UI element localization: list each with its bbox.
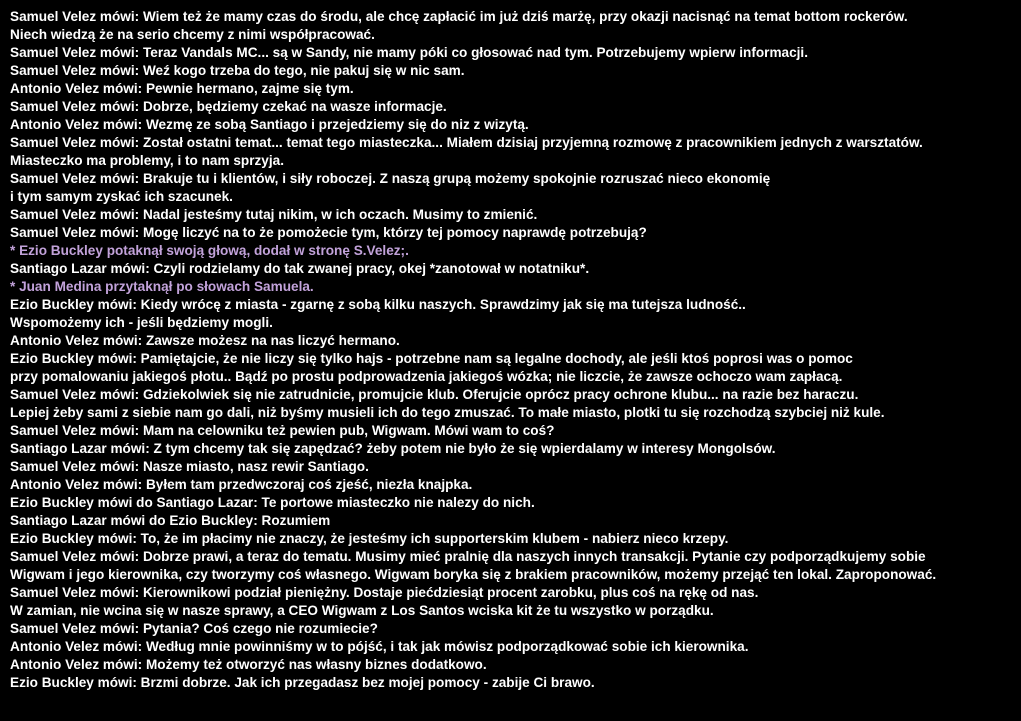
chat-message-line: Lepiej żeby sami z siebie nam go dali, niż byśmy musieli ich do tego zmuszać. To małe miasto, plotki tu się rozchodzą szybciej niż kule. <box>10 405 885 420</box>
chat-message-line: Ezio Buckley mówi: Pamiętajcie, że nie liczy się tylko hajs - potrzebne nam są legalne dochody, ale jeśli ktoś poprosi was o pomoc <box>10 351 853 366</box>
chat-message-line: Niech wiedzą że na serio chcemy z nimi współpracować. <box>10 27 375 42</box>
chat-message-line: Antonio Velez mówi: Byłem tam przedwczoraj coś zjeść, niezła knajpka. <box>10 477 473 492</box>
chat-action-line: * Juan Medina przytaknął po słowach Samuela. <box>10 279 314 294</box>
chat-log <box>10 8 1018 692</box>
chat-message-line: Samuel Velez mówi: Pytania? Coś czego nie rozumiecie? <box>10 621 378 636</box>
chat-message-line: Ezio Buckley mówi: To, że im płacimy nie znaczy, że jesteśmy ich supporterskim klubem - nabierz nieco krzepy. <box>10 531 729 546</box>
chat-message-line: Santiago Lazar mówi do Ezio Buckley: Rozumiem <box>10 513 331 528</box>
chat-message-line: Samuel Velez mówi: Kierownikowi podział pieniężny. Dostaje piećdziesiąt procent zarobku, plus coś na rękę od nas. <box>10 585 759 600</box>
chat-message-line: Antonio Velez mówi: Według mnie powinniśmy w to pójść, i tak jak mówisz podporządkować sobie ich kierownika. <box>10 639 749 654</box>
chat-action-line: * Ezio Buckley potaknął swoją głową, dodał w stronę S.Velez;. <box>10 243 409 258</box>
chat-message-line: Samuel Velez mówi: Brakuje tu i klientów, i siły roboczej. Z naszą grupą możemy spokojnie rozruszać nieco ekonomię <box>10 171 771 186</box>
chat-message-line: Samuel Velez mówi: Mogę liczyć na to że pomożecie tym, którzy tej pomocy naprawdę potrzebują? <box>10 225 647 240</box>
chat-message-line: Antonio Velez mówi: Pewnie hermano, zajme się tym. <box>10 81 354 96</box>
chat-message-line: Antonio Velez mówi: Zawsze możesz na nas liczyć hermano. <box>10 333 400 348</box>
chat-message-line: Samuel Velez mówi: Dobrze, będziemy czekać na wasze informacje. <box>10 99 447 114</box>
chat-message-line: Miasteczko ma problemy, i to nam sprzyja. <box>10 153 284 168</box>
chat-message-line: Santiago Lazar mówi: Czyli rodzielamy do tak zwanej pracy, okej *zanotował w notatniku*. <box>10 261 590 276</box>
chat-message-line: Antonio Velez mówi: Wezmę ze sobą Santiago i przejedziemy się do niz z wizytą. <box>10 117 529 132</box>
chat-message-line: Samuel Velez mówi: Weź kogo trzeba do tego, nie pakuj się w nic sam. <box>10 63 465 78</box>
chat-message-line: Wigwam i jego kierownika, czy tworzymy coś własnego. Wigwam boryka się z brakiem pracowników, możemy przejąć ten lokal. Zaproponować. <box>10 567 937 582</box>
chat-message-line: Samuel Velez mówi: Nadal jesteśmy tutaj nikim, w ich oczach. Musimy to zmienić. <box>10 207 538 222</box>
chat-message-line: Samuel Velez mówi: Został ostatni temat... temat tego miasteczka... Miałem dzisiaj przyjemną rozmowę z pracownikiem jednych z warsztatów. <box>10 135 923 150</box>
chat-message-line: Wspomożemy ich - jeśli będziemy mogli. <box>10 315 273 330</box>
chat-message-line: Samuel Velez mówi: Mam na celowniku też pewien pub, Wigwam. Mówi wam to coś? <box>10 423 555 438</box>
chat-message-line: Ezio Buckley mówi: Kiedy wrócę z miasta - zgarnę z sobą kilku naszych. Sprawdzimy jak się ma tutejsza ludność.. <box>10 297 746 312</box>
chat-message-line: W zamian, nie wcina się w nasze sprawy, a CEO Wigwam z Los Santos wciska kit że tu wszystko w porządku. <box>10 603 714 618</box>
chat-message-line: Samuel Velez mówi: Gdziekolwiek się nie zatrudnicie, promujcie klub. Oferujcie oprócz pracy ochrone klubu... na razie bez haraczu. <box>10 387 859 402</box>
chat-message-line: Samuel Velez mówi: Teraz Vandals MC... są w Sandy, nie mamy póki co głosować nad tym. Potrzebujemy wpierw informacji. <box>10 45 808 60</box>
chat-message-line: Samuel Velez mówi: Dobrze prawi, a teraz do tematu. Musimy mieć pralnię dla naszych innych transakcji. Pytanie czy podporządkujemy sobie <box>10 549 926 564</box>
chat-message-line: Antonio Velez mówi: Możemy też otworzyć nas własny biznes dodatkowo. <box>10 657 487 672</box>
chat-message-line: Santiago Lazar mówi: Z tym chcemy tak się zapędzać? żeby potem nie było że się wpierdalamy w interesy Mongolsów. <box>10 441 776 456</box>
chat-message-line: przy pomalowaniu jakiegoś płotu.. Bądź po prostu podprowadzenia jakiegoś wózka; nie liczcie, że zawsze ochoczo wam zapłacą. <box>10 369 843 384</box>
chat-message-line: Samuel Velez mówi: Wiem też że mamy czas do środu, ale chcę zapłacić im już dziś marżę, przy okazji nacisnąć na temat bottom rockerów. <box>10 9 908 24</box>
chat-message-line: Ezio Buckley mówi do Santiago Lazar: Te portowe miasteczko nie nalezy do nich. <box>10 495 535 510</box>
chat-message-line: i tym samym zyskać ich szacunek. <box>10 189 233 204</box>
chat-message-line: Ezio Buckley mówi: Brzmi dobrze. Jak ich przegadasz bez mojej pomocy - zabije Ci brawo. <box>10 675 595 690</box>
chat-message-line: Samuel Velez mówi: Nasze miasto, nasz rewir Santiago. <box>10 459 369 474</box>
